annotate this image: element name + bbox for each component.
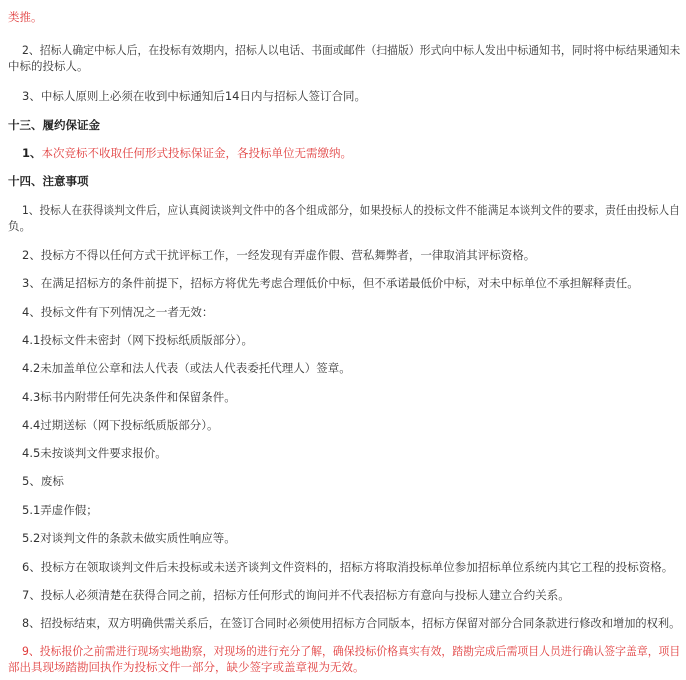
- note-9-line1: 9、投标报价之前需进行现场实地勘察，对现场的进行充分了解，确保投标价格真实有效，踏勘完成后需项目人员进行确认签字盖章，项目: [22, 644, 681, 658]
- note-5-1: 5.1弄虚作假；: [22, 503, 98, 517]
- note-5: 5、废标: [22, 474, 64, 488]
- section-heading-performance-bond: 十三、履约保证金: [8, 118, 100, 132]
- note-4-5: 4.5未按谈判文件要求报价。: [22, 446, 167, 460]
- text-line-continuation: 类推。: [8, 10, 43, 24]
- note-4-4: 4.4过期送标（网下投标纸质版部分）。: [22, 418, 219, 432]
- note-5-2: 5.2对谈判文件的条款未做实质性响应等。: [22, 531, 236, 545]
- paragraph-award-notice-line1: 2、招标人确定中标人后，在投标有效期内，招标人以电话、书面或邮件（扫描版）形式向中标人发出中标通知书，同时将中标结果通知未: [22, 43, 681, 57]
- note-4-3: 4.3标书内附带任何先决条件和保留条件。: [22, 390, 236, 404]
- note-2: 2、投标方不得以任何方式干扰评标工作，一经发现有弄虚作假、营私舞弊者，一律取消其评标资格。: [22, 248, 536, 262]
- note-6: 6、投标方在领取谈判文件后未投标或未送齐谈判文件资料的，招标方将取消投标单位参加招标单位系统内其它工程的投标资格。: [22, 560, 674, 574]
- paragraph-bond-notice: [22, 146, 352, 160]
- note-4-1: 4.1投标文件未密封（网下投标纸质版部分）。: [22, 333, 254, 347]
- bond-item-number: 1、: [22, 146, 42, 160]
- note-7: 7、投标人必须清楚在获得合同之前，招标方任何形式的询问并不代表招标方有意向与投标人建立合约关系。: [22, 588, 570, 602]
- note-1-line1: 1、投标人在获得谈判文件后，应认真阅读谈判文件中的各个组成部分，如果投标人的投标文件不能满足本谈判文件的要求，责任由投标人自: [22, 203, 680, 217]
- note-1-line2: 负。: [8, 219, 31, 233]
- note-8: 8、招投标结束，双方明确供需关系后，在签订合同时必须使用招标方合同版本，招标方保留对部分合同条款进行修改和增加的权利。: [22, 616, 681, 630]
- section-heading-notes: 十四、注意事项: [8, 174, 89, 188]
- note-4-2: 4.2未加盖单位公章和法人代表（或法人代表委托代理人）签章。: [22, 361, 351, 375]
- paragraph-contract-signing: 3、中标人原则上必须在收到中标通知后14日内与招标人签订合同。: [22, 89, 366, 103]
- note-9-line2: 部出具现场踏勘回执作为投标文件一部分，缺少签字或盖章视为无效。: [8, 660, 365, 674]
- note-3: 3、在满足招标方的条件前提下，招标方将优先考虑合理低价中标，但不承诺最低价中标，对未中标单位不承担解释责任。: [22, 276, 639, 290]
- note-4: 4、投标文件有下列情况之一者无效：: [22, 305, 214, 319]
- paragraph-award-notice-line2: 中标的投标人。: [8, 59, 89, 73]
- bond-item-text: 本次竞标不收取任何形式投标保证金，各投标单位无需缴纳。: [41, 146, 353, 160]
